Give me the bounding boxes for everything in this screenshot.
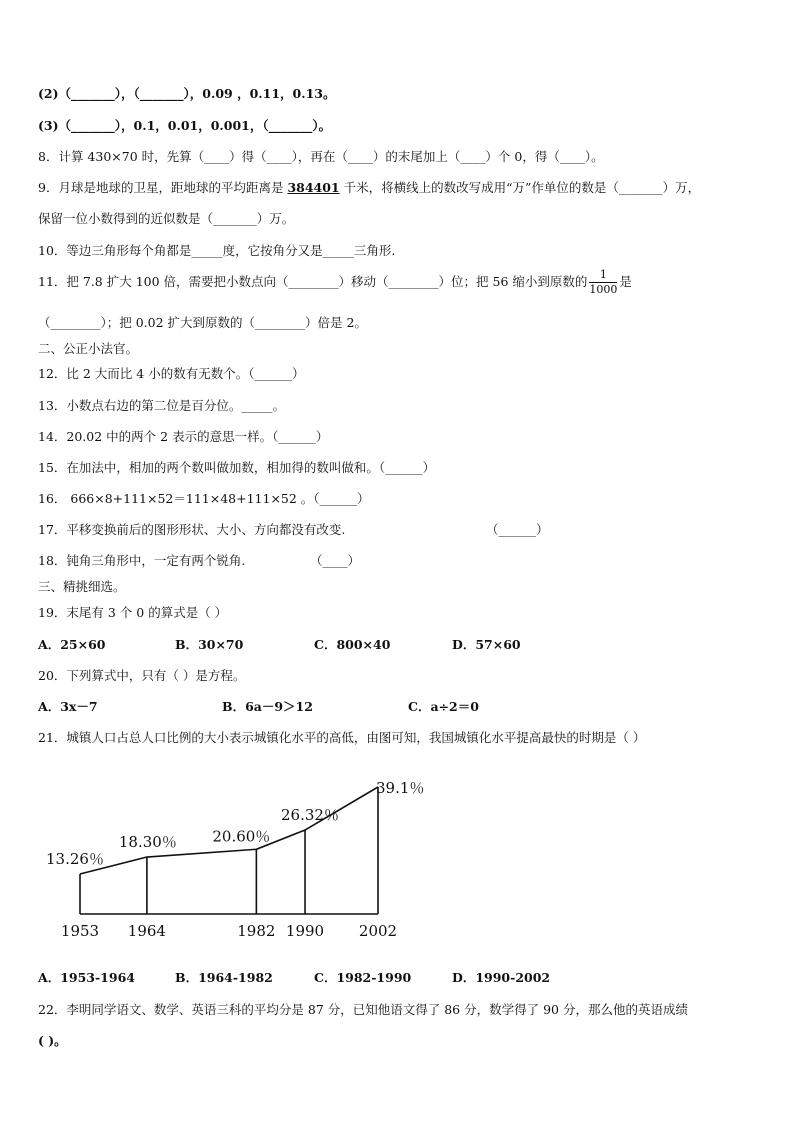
question-11-line-2: （________）；把 0.02 扩大到原数的（________）倍是 2。 [38, 315, 367, 330]
question-14: 14．20.02 中的两个 2 表示的意思一样。（______） [38, 429, 329, 444]
question-19-option-a: A．25×60 [38, 637, 106, 652]
question-19: 19．末尾有 3 个 0 的算式是（ ） [38, 605, 228, 620]
question-21-option-a: A．1953-1964 [38, 970, 135, 985]
fraction-denominator: 1000 [589, 283, 618, 296]
question-22-line-1: 22．李明同学语文、数学、英语三科的平均分是 87 分，已知他语文得了 86 分，数学得了 90 分，那么他的英语成绩 [38, 1002, 688, 1017]
question-18-answer-blank: （____） [310, 553, 361, 568]
question-11-text-pre: 11．把 7.8 扩大 100 倍，需要把小数点向（________）移动（________）位；把 56 缩小到原数的 [38, 274, 588, 289]
question-10: 10．等边三角形每个角都是_____度，它按角分又是_____三角形. [38, 243, 396, 258]
chart-year-label: 1953 [60, 922, 100, 940]
question-9-distance-number: 384401 [287, 180, 340, 195]
question-21-option-b: B．1964-1982 [175, 970, 273, 985]
question-17: 17．平移变换前后的图形形状、大小、方向都没有改变. [38, 522, 346, 537]
fraction-numerator: 1 [589, 268, 617, 283]
question-7-part-2: (2)（_______），（_______），0.09 ，0.11，0.13。 [38, 86, 336, 101]
chart-year-label: 1964 [127, 922, 166, 940]
question-18: 18．钝角三角形中，一定有两个锐角. [38, 553, 246, 568]
question-17-answer-blank: （______） [486, 522, 549, 537]
question-19-option-b: B．30×70 [175, 637, 244, 652]
question-7-part-3: (3)（_______），0.1，0.01，0.001，（_______）。 [38, 118, 332, 133]
question-21-option-d: D．1990-2002 [452, 970, 551, 985]
question-9-line-1 [38, 178, 700, 196]
chart-year-label: 2002 [358, 922, 398, 940]
question-21-option-c: C．1982-1990 [314, 970, 412, 985]
question-15: 15．在加法中，相加的两个数叫做加数，相加得的数叫做和。（______） [38, 460, 436, 475]
section-2-heading: 二、公正小法官。 [38, 341, 139, 356]
chart-value-label: 20.60％ [212, 827, 271, 846]
chart-year-label: 1982 [237, 922, 276, 940]
question-21: 21．城镇人口占总人口比例的大小表示城镇化水平的高低，由图可知，我国城镇化水平提高最快的时期是（ ） [38, 730, 646, 745]
chart-value-label: 26.32％ [281, 806, 339, 825]
chart-value-label: 18.30％ [118, 833, 177, 852]
fraction-one-thousandth [589, 268, 617, 297]
chart-value-label: 13.26％ [46, 850, 104, 868]
urbanization-chart [0, 760, 794, 960]
question-8: 8．计算 430×70 时，先算（____）得（____），再在（____）的末尾加上（____）个 0，得（____）。 [38, 149, 604, 164]
question-11-text-post: 是 [619, 274, 632, 289]
question-9-text-pre: 9．月球是地球的卫星，距地球的平均距离是 [38, 180, 288, 195]
question-20-option-c: C．a÷2＝0 [408, 699, 479, 714]
question-9-text-post: 千米，将横线上的数改写成用“万”作单位的数是（_______）万， [339, 180, 701, 195]
question-11-line-1 [38, 268, 632, 297]
question-13: 13．小数点右边的第二位是百分位。_____。 [38, 398, 286, 413]
question-19-option-c: C．800×40 [314, 637, 391, 652]
question-22-line-2: ( )。 [38, 1033, 67, 1048]
question-19-option-d: D．57×60 [452, 637, 521, 652]
question-20-option-a: A．3x－7 [38, 699, 98, 714]
chart-value-label: 39.1％ [376, 779, 425, 797]
question-16: 16． 666×8+111×52＝111×48+111×52 。（______） [38, 491, 370, 506]
question-20: 20．下列算式中，只有（ ）是方程。 [38, 668, 246, 683]
chart-year-label: 1990 [285, 922, 325, 940]
section-3-heading: 三、精挑细选。 [38, 579, 126, 594]
question-12: 12．比 2 大而比 4 小的数有无数个。（______） [38, 366, 305, 381]
question-9-line-2: 保留一位小数得到的近似数是（_______）万。 [38, 211, 295, 226]
question-20-option-b: B．6a－9＞12 [222, 699, 313, 714]
